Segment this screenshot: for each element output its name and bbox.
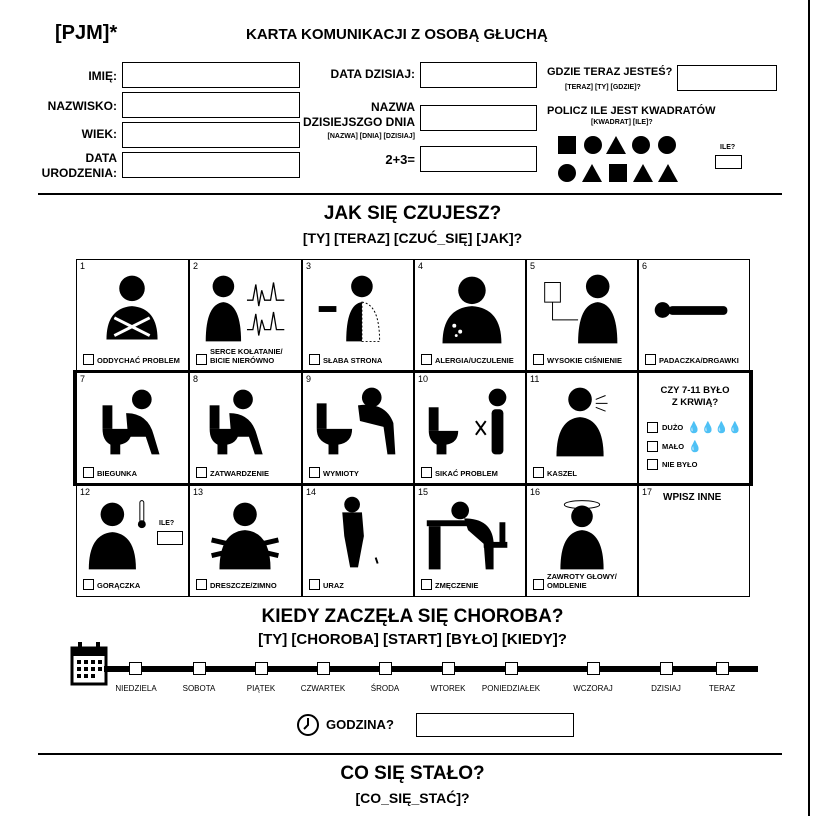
ile-label: ILE? [720,144,736,151]
checkbox[interactable] [196,579,207,590]
label-nazwisko: NAZWISKO: [47,99,117,113]
divider-2 [38,753,782,755]
data-dzisiaj-field[interactable] [420,62,537,88]
cell-number: 2 [193,261,199,271]
cell-number: 16 [530,487,541,497]
ile-field[interactable] [715,155,742,169]
day-label: PONIEDZIAŁEK [481,684,541,693]
label-data-dzisiaj: DATA DZISIAJ: [330,67,415,81]
day-label: DZISIAJ [651,684,681,693]
cell-label: SIKAĆ PROBLEM [435,469,498,478]
fever-ile-field[interactable] [157,531,183,545]
fatigue-icon [415,496,525,576]
blood-group-frame [73,370,753,486]
cell-label: DRESZCZE/ZIMNO [210,581,277,590]
cell-label: ZAWROTY GŁOWY/ OMDLENIE [547,572,617,590]
day-checkbox[interactable] [587,662,600,675]
day-checkbox[interactable] [255,662,268,675]
cell-number: 8 [193,374,199,384]
cell-number: 11 [530,374,540,384]
symptom-cell-5 [526,259,638,372]
injury-icon [303,496,413,576]
weak-side-icon [303,270,413,350]
other-label: WPISZ INNE [663,492,722,503]
day-label: SOBOTA [182,684,216,693]
cell-number: 1 [80,261,86,271]
cell-number: 6 [642,261,648,271]
symptom-cell-17[interactable] [638,485,750,597]
symptom-cell-4 [414,259,526,372]
blood-option-label: DUŻO [662,423,684,432]
label-nazwa-2: DZISIEJSZGO DNIA [302,115,415,129]
cell-label: GORĄCZKA [97,581,141,590]
day-label: TERAZ [708,684,736,693]
checkbox[interactable] [309,579,320,590]
checkbox[interactable] [421,579,432,590]
cell-label: SŁABA STRONA [323,356,383,365]
label-imie: IMIĘ: [88,69,117,83]
hour-field[interactable] [416,713,574,737]
drop-icon: 💧 [688,441,702,453]
what-title: CO SIĘ STAŁO? [340,763,485,784]
label-sum: 2+3= [385,152,415,167]
seizure-icon [639,270,749,350]
checkbox[interactable] [309,354,320,365]
checkbox[interactable] [645,354,656,365]
divider-1 [38,193,782,195]
day-label: WTOREK [430,684,466,693]
blood-option-label: MAŁO [662,442,685,451]
cell-label: SERCE KOŁATANIE/ BICIE NIERÓWNO [210,347,283,365]
checkbox[interactable] [83,579,94,590]
cell-label: ZMĘCZENIE [435,581,479,590]
symptom-cell-15 [414,485,526,597]
clock-icon [296,713,320,737]
cell-number: 12 [80,487,91,497]
cell-label: URAZ [323,581,344,590]
page-title: KARTA KOMUNIKACJI Z OSOBĄ GŁUCHĄ [246,26,548,43]
cell-label: BIEGUNKA [97,469,138,478]
blood-question-2: Z KRWIĄ? [671,397,719,408]
what-sign: [CO_SIĘ_STAĆ]? [355,790,470,806]
cell-label: ZATWARDZENIE [210,469,270,478]
label-policz: POLICZ ILE JEST KWADRATÓW [547,105,716,117]
day-label: ŚRODA [370,684,400,693]
data-urodzenia-field[interactable] [122,152,300,178]
dizziness-icon [527,496,637,576]
nazwisko-field[interactable] [122,92,300,118]
when-title: KIEDY ZACZĘŁA SIĘ CHOROBA? [261,606,564,627]
policz-sign: [KWADRAT] [ILE]? [591,119,653,126]
cell-number: 13 [193,487,204,497]
page-edge [808,0,810,816]
cell-number: 14 [306,487,317,497]
checkbox[interactable] [83,354,94,365]
day-checkbox[interactable] [317,662,330,675]
day-checkbox[interactable] [716,662,729,675]
symptom-cell-16 [526,485,638,597]
day-label: NIEDZIELA [115,684,157,693]
cell-number: 4 [418,261,424,271]
nazwa-sign: [NAZWA] [DNIA] [DZISIAJ] [327,133,415,140]
cell-number: 17 [642,487,653,497]
cell-label: KASZEL [547,469,577,478]
chills-icon [190,496,301,576]
checkbox[interactable] [533,354,544,365]
label-nazwa-1: NAZWA [371,100,415,114]
label-data-ur-1: DATA [85,151,117,165]
day-checkbox[interactable] [129,662,142,675]
day-checkbox[interactable] [442,662,455,675]
checkbox[interactable] [196,354,207,365]
symptom-cell-14 [302,485,414,597]
symptom-cell-3 [302,259,414,372]
wiek-field[interactable] [122,122,300,148]
symptom-cell-13 [189,485,302,597]
day-checkbox[interactable] [505,662,518,675]
checkbox[interactable] [421,354,432,365]
blood-question-1: CZY 7-11 BYŁO [660,385,730,396]
blood-pressure-icon [527,270,637,350]
cell-label: ODDYCHAĆ PROBLEM [97,356,180,365]
pjm-tag: [PJM]* [55,22,118,44]
label-gdzie: GDZIE TERAZ JESTEŚ? [547,66,673,78]
fever-ile-label: ILE? [159,520,175,527]
allergy-icon [415,270,525,350]
hour-label: GODZINA? [326,717,394,732]
calendar-icon [70,640,108,688]
cell-number: 3 [306,261,312,271]
day-label: WCZORAJ [573,684,613,693]
cell-label: PADACZKA/DRGAWKI [659,356,739,365]
symptom-cell-6 [638,259,750,372]
imie-field[interactable] [122,62,300,88]
day-checkbox[interactable] [193,662,206,675]
symptom-cell-2 [189,259,302,372]
cell-label: WYSOKIE CIŚNIENIE [547,356,623,365]
shapes-icon [555,133,690,185]
cell-number: 10 [418,374,429,384]
drops-icon: 💧💧💧💧 [687,422,743,434]
label-data-ur-2: URODZENIA: [41,166,117,180]
nazwa-dnia-field[interactable] [420,105,537,131]
gdzie-field[interactable] [677,65,777,91]
checkbox[interactable] [533,579,544,590]
day-label: CZWARTEK [300,684,346,693]
day-checkbox[interactable] [660,662,673,675]
symptom-cell-1 [76,259,189,372]
cell-number: 15 [418,487,429,497]
cell-label: ALERGIA/UCZULENIE [435,356,514,365]
cell-label: WYMIOTY [323,469,359,478]
label-wiek: WIEK: [81,127,117,141]
heart-rate-icon [190,270,301,350]
breathing-icon [77,270,188,350]
day-label: PIĄTEK [246,684,276,693]
sum-field[interactable] [420,146,537,172]
cell-number: 9 [306,374,312,384]
cell-number: 5 [530,261,536,271]
when-sign: [TY] [CHOROBA] [START] [BYŁO] [KIEDY]? [258,631,567,648]
cell-number: 7 [80,374,86,384]
gdzie-sign: [TERAZ] [TY] [GDZIE]? [565,84,641,91]
feel-sign: [TY] [TERAZ] [CZUĆ_SIĘ] [JAK]? [302,230,523,246]
blood-option-label: NIE BYŁO [662,460,698,469]
symptom-cell-12 [76,485,189,597]
day-checkbox[interactable] [379,662,392,675]
feel-title: JAK SIĘ CZUJESZ? [323,203,502,224]
